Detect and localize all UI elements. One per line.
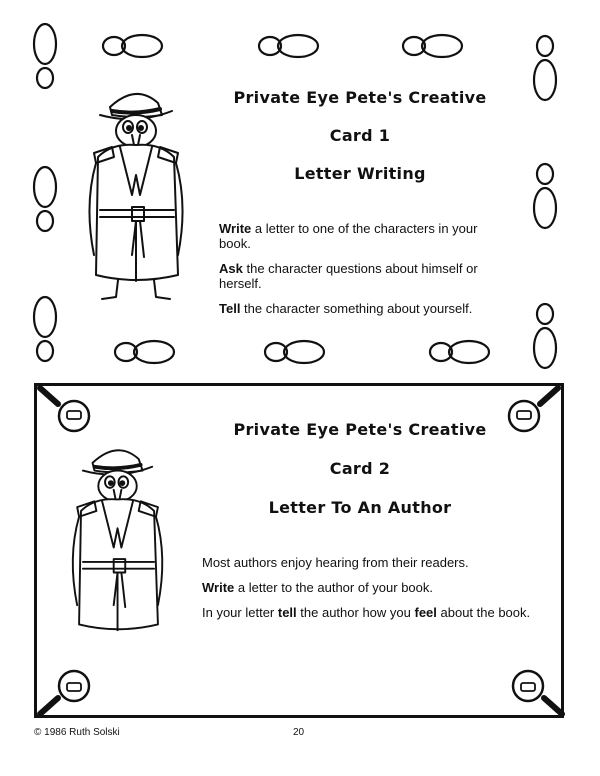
card2-line-tell: In your letter tell the author how you feel about the book. xyxy=(202,605,531,620)
card2-line-intro: Most authors enjoy hearing from their readers. xyxy=(202,555,469,570)
card1-line-ask: Ask the character questions about himself or herself. xyxy=(219,261,478,291)
card1-label: Card 1 xyxy=(329,126,391,145)
page-number: 20 xyxy=(293,727,305,738)
magnifying-glass-icon xyxy=(513,671,562,714)
card2-label: Card 2 xyxy=(329,459,391,478)
footprint-icon xyxy=(534,36,556,100)
card1-line-write: Write a letter to one of the characters in your book. xyxy=(219,221,478,251)
card1-instructions xyxy=(219,221,509,326)
magnifying-glass-icon xyxy=(40,388,89,431)
footprint-icon xyxy=(103,35,162,57)
card2-subtitle: Letter To An Author xyxy=(268,498,452,517)
footprint-icon xyxy=(34,297,56,361)
card1-line-tell: Tell the character something about yourself. xyxy=(219,301,473,316)
card2-instructions xyxy=(202,555,532,630)
footprint-icon xyxy=(259,35,318,57)
footprint-icon xyxy=(115,341,174,363)
footprint-icon xyxy=(534,164,556,228)
detective-bird-illustration xyxy=(56,440,181,655)
footprint-icon xyxy=(265,341,324,363)
card2-line-write: Write a letter to the author of your book. xyxy=(202,580,433,595)
footprint-icon xyxy=(534,304,556,368)
footprint-icon xyxy=(34,167,56,231)
card1-subtitle: Letter Writing xyxy=(294,164,426,183)
card1-title: Private Eye Pete's Creative xyxy=(233,88,487,107)
detective-bird-illustration xyxy=(72,85,202,305)
footprint-icon xyxy=(430,341,489,363)
copyright-text: © 1986 Ruth Solski xyxy=(34,727,120,738)
footprint-icon xyxy=(34,24,56,88)
card2-title: Private Eye Pete's Creative xyxy=(233,420,487,439)
magnifying-glass-icon xyxy=(40,671,89,714)
footprint-icon xyxy=(403,35,462,57)
